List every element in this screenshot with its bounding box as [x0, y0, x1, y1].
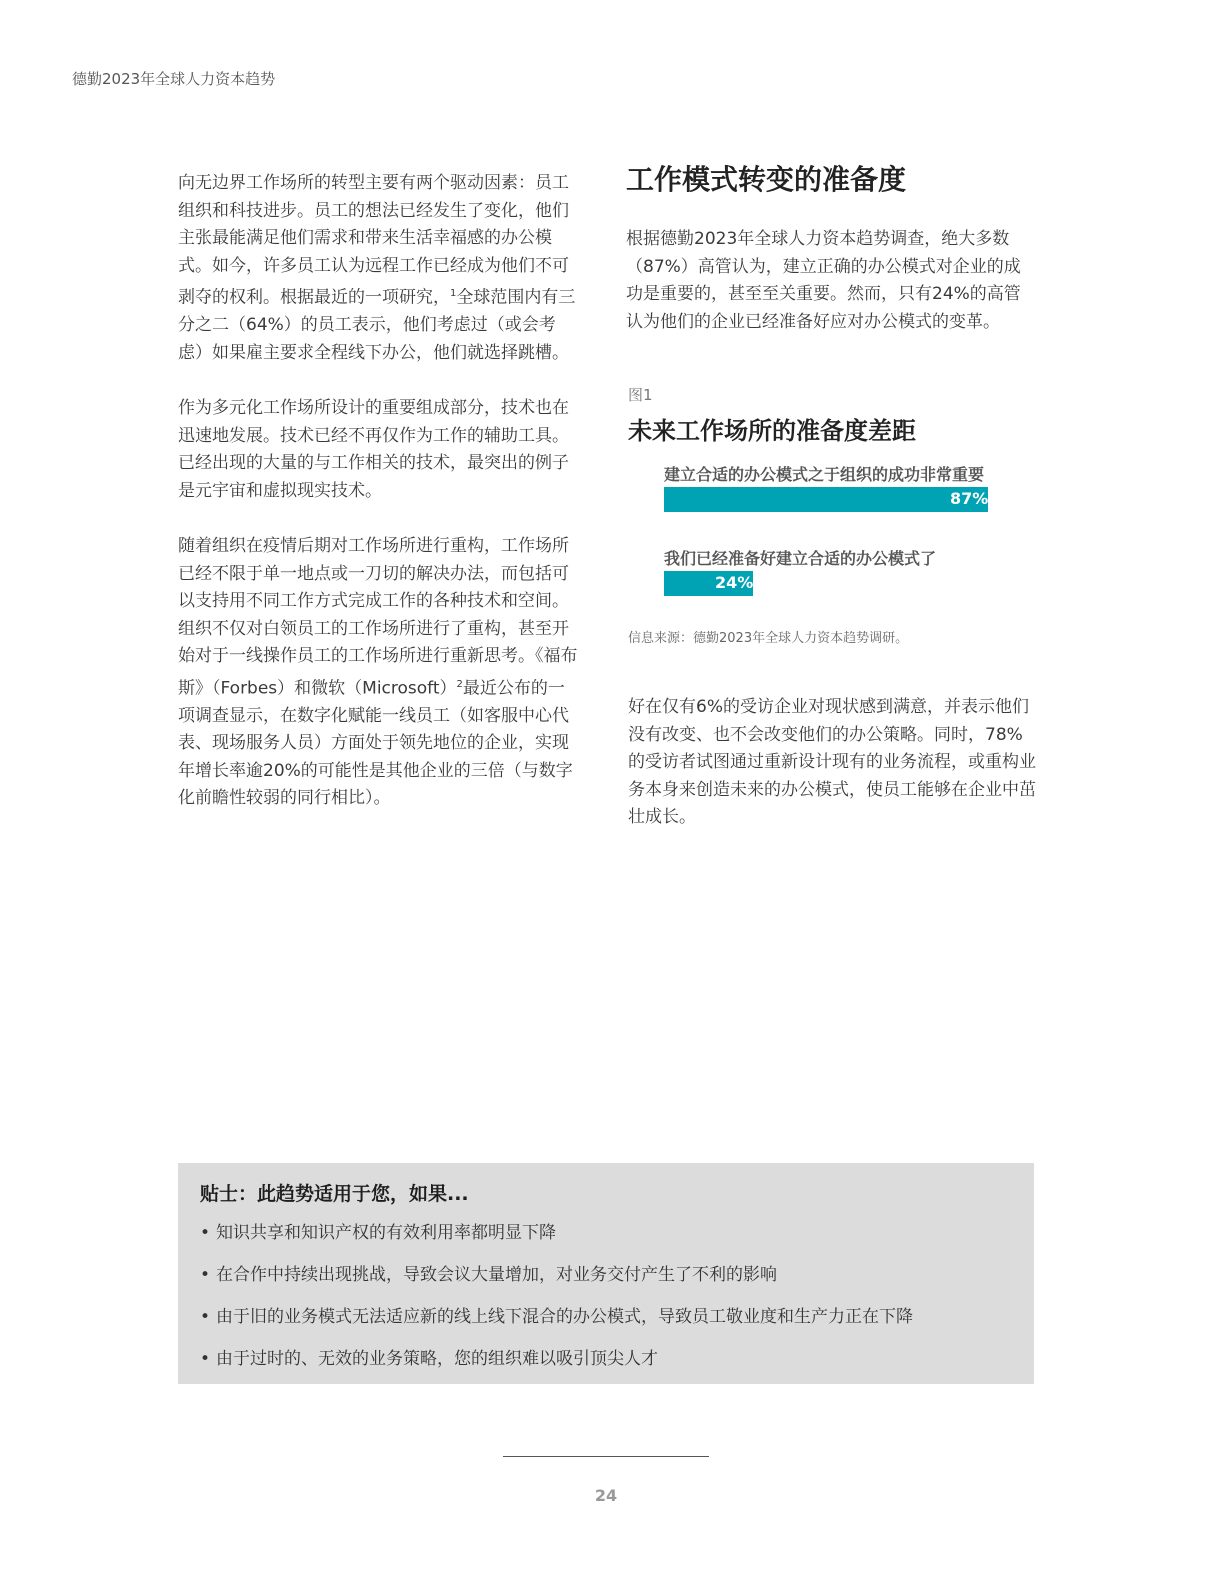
tips-list	[200, 1212, 1012, 1380]
left-column	[178, 170, 580, 841]
list-item: • 知识共享和知识产权的有效利用率都明显下降	[200, 1212, 1012, 1254]
bar-track	[664, 487, 988, 512]
bar	[664, 487, 988, 512]
list-item: • 由于旧的业务模式无法适应新的线上线下混合的办公模式，导致员工敬业度和生产力正在下降	[200, 1296, 1012, 1338]
bar-group	[664, 548, 994, 596]
running-header: 德勤2023年全球人力资本趋势	[72, 70, 276, 88]
right-column	[626, 160, 1036, 832]
bar-category-label: 我们已经准备好建立合适的办公模式了	[664, 549, 937, 568]
closing-paragraph: 好在仅有6%的受访企业对现状感到满意，并表示他们没有改变、也不会改变他们的办公策略。同时，78%的受访者试图通过重新设计现有的业务流程，或重构业务本身来创造未来的办公模式，使员工能够在企业中茁壮成长。	[628, 697, 1036, 827]
footnote-ref[interactable]: 1	[450, 288, 457, 299]
footer-divider	[503, 1456, 709, 1457]
page-number: 24	[594, 1486, 618, 1505]
bar-track	[664, 571, 988, 596]
figure-label: 图1	[628, 386, 653, 404]
tips-box	[178, 1163, 1034, 1384]
body-paragraph: 向无边界工作场所的转型主要有两个驱动因素：员工组织和科技进步。员工的想法已经发生了变化，他们主张最能满足他们需求和带来生活幸福感的办公模式。如今，许多员工认为远程工作已经成为他们不可剥夺的权利。根据最近的一项研究，$^1$全球范围内有三分之二（64%）的员工表示，他们考虑过（或会考虑）如果雇主要求全程线下办公，他们就选择跳槽。	[178, 173, 576, 363]
bar-chart	[664, 464, 994, 596]
bar-value-label: 24%	[715, 573, 754, 592]
intro-paragraph: 根据德勤2023年全球人力资本趋势调查，绝大多数（87%）高管认为，建立正确的办公模式对企业的成功是重要的，甚至至关重要。然而，只有24%的高管认为他们的企业已经准备好应对办公模式的变革。	[626, 229, 1021, 332]
footnote-ref[interactable]: 2	[456, 678, 463, 690]
body-paragraph: 作为多元化工作场所设计的重要组成部分，技术也在迅速地发展。技术已经不再仅作为工作的辅助工具。已经出现的大量的与工作相关的技术，最突出的例子是元宇宙和虚拟现实技术。	[178, 398, 569, 501]
section-title: 工作模式转变的准备度	[626, 163, 907, 196]
bar-value-label: 87%	[950, 489, 989, 508]
figure-title: 未来工作场所的准备度差距	[628, 417, 916, 445]
body-paragraph: 随着组织在疫情后期对工作场所进行重构，工作场所已经不限于单一地点或一刀切的解决办法，而包括可以支持用不同工作方式完成工作的各种技术和空间。组织不仅对白领员工的工作场所进行了重构，甚至开始对于一线操作员工的工作场所进行重新思考。《福布斯》（Forbes）和微软（Microsoft）$^2$最近公布的一项调查显示，在数字化赋能一线员工（如客服中心代表、现场服务人员）方面处于领先地位的企业，实现年增长率逾20%的可能性是其他企业的三倍（与数字化前瞻性较弱的同行相比）。	[178, 536, 578, 809]
tips-title: 贴士：此趋势适用于您，如果...	[200, 1183, 469, 1205]
bar-category-label: 建立合适的办公模式之于组织的成功非常重要	[664, 465, 985, 484]
source-note: 信息来源：德勤2023年全球人力资本趋势调研。	[628, 631, 909, 646]
bar-group	[664, 464, 994, 512]
list-item: • 在合作中持续出现挑战，导致会议大量增加，对业务交付产生了不利的影响	[200, 1254, 1012, 1296]
list-item: • 由于过时的、无效的业务策略，您的组织难以吸引顶尖人才	[200, 1338, 1012, 1380]
